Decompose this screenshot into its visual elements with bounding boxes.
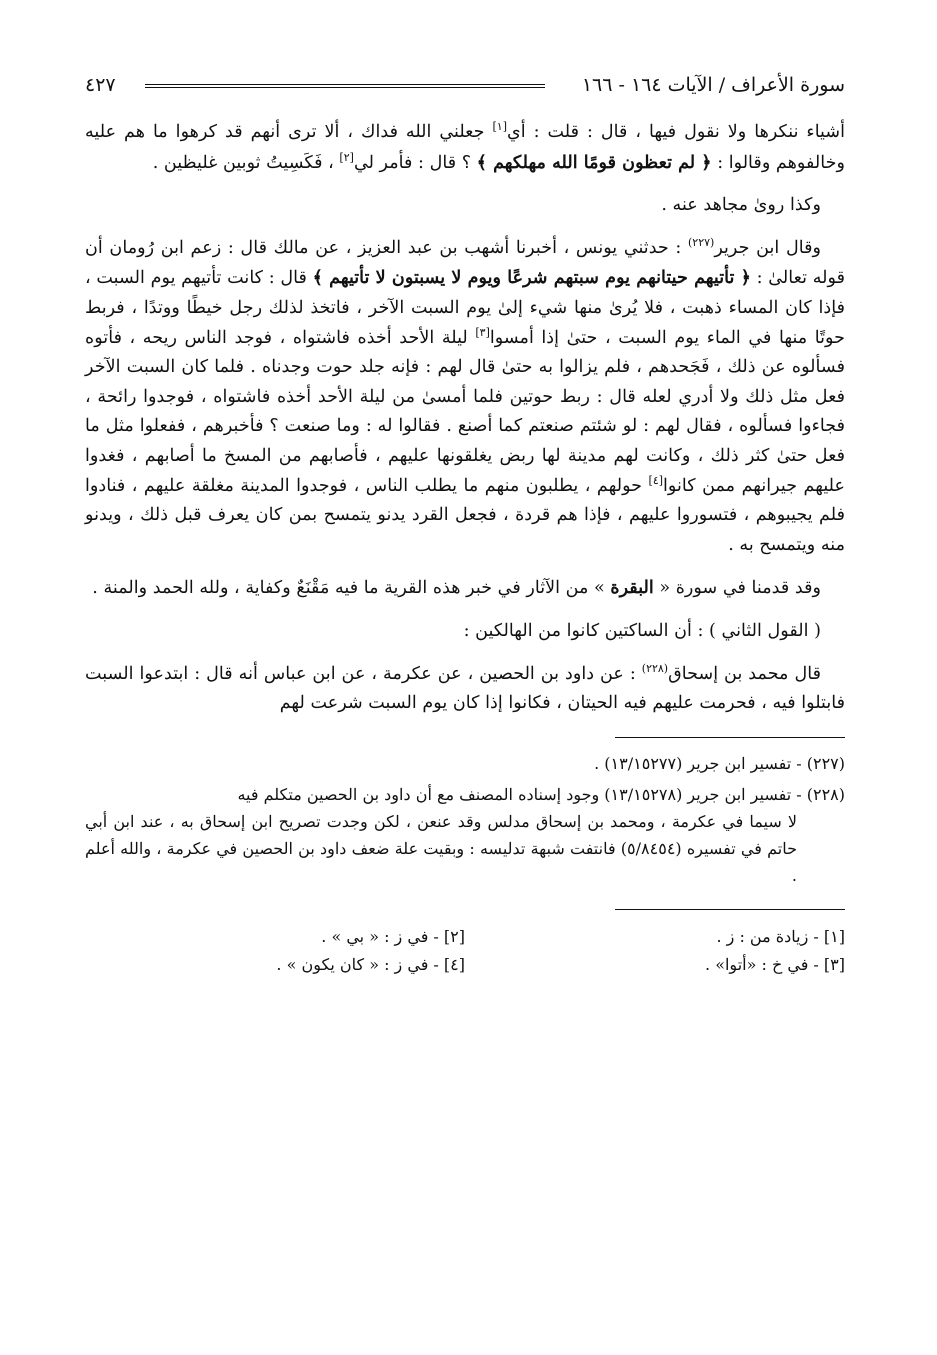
page-number: ٤٢٧ <box>85 74 116 96</box>
text-segment: » من الآثار في خبر هذه القرية ما فيه مَقْنَعٌ وكفاية ، ولله الحمد والمنة . <box>92 578 611 599</box>
note-ref-3: [٣] <box>475 325 490 339</box>
paragraph-2: وكذا روىٰ مجاهد عنه . <box>661 195 821 216</box>
text-segment: جعلني الله فداك ، ألا ترى أنهم قد كرهوا ما هم عليه وخالفوهم وقالوا : <box>85 122 845 173</box>
note-ref-2: [٢] <box>339 150 354 164</box>
text-segment: حولهم ، يطلبون منهم ما يطلب الناس ، فوجدوا المدينة مغلقة عليهم ، فنادوا فلم يجيبوهم ، فتسوروا عليهم ، فإذا هم قردة ، فجعل القرد يدنو يتمسح بمن كان يعرف قبل ذلك ، ويدنو منه ويتمسح به . <box>85 475 845 555</box>
header-rule <box>145 84 545 88</box>
footnote-separator <box>615 737 845 738</box>
text-segment: ؟ قال : فأمر لي <box>353 152 477 173</box>
paragraph-5: ( القول الثاني ) : أن الساكتين كانوا من الهالكين : <box>463 620 821 641</box>
main-text <box>85 118 845 719</box>
running-header <box>85 70 845 104</box>
text-segment: ليلة الأحد أخذه فاشتواه ، فوجد الناس ريحه ، فأتوه فسألوه عن ذلك ، فَجَحدهم ، فلم يزالوا به حتىٰ قال لهم : فإنه جلد حوت وجدناه . فلما كان السبت الآخر فعل مثل ذلك ولا أدري لعله قال : ربط حوتين فلما أمسىٰ من ليلة الأحد أخذه فاشتواه ، فوجدوا رائحة ، فجاءوا فسألوه ، فقال لهم : لو شئتم صنعتم كما أصنع . فقالوا له : وما صنعت ؟ فأخبرهم ، ففعلوا مثل ما فعل حتىٰ كثر ذلك ، وكانت لهم مدينة لها ربض يغلقونها عليهم ، فأصابهم من المسخ ما أصابهم ، فغدوا عليهم جيرانهم ممن كانوا <box>85 327 845 496</box>
footnote-ref-227: (٢٢٧) <box>688 235 715 249</box>
quran-quote: ﴿ تأتيهم حيتانهم يوم سبتهم شرعًا ويوم لا يسبتون لا تأتيهم ﴾ <box>312 267 751 289</box>
footnote-227: (٢٢٧) - تفسير ابن جرير (١٣/١٥٢٧٧) . <box>594 753 845 773</box>
paragraph-3 <box>85 234 845 561</box>
text-segment: وقد قدمنا في سورة « <box>653 578 821 599</box>
footnote-228-continuation: لا سيما في عكرمة ، ومحمد بن إسحاق مدلس وقد عنعن ، لكن وجدت تصريح ابن إسحاق به ، عند ابن أبي حاتم في تفسيره (٥/٨٤٥٤) فانتفت شبهة تدليسه : وبقيت علة ضعف داود بن الحصين في عكرمة ، والله أعلم . <box>85 811 798 885</box>
paragraph-6 <box>85 660 845 719</box>
text-segment: : حدثني يونس ، أخبرنا أشهب بن عبد العزيز ، عن مالك قال : زعم ابن رُومان أن قوله تعالىٰ : <box>85 237 845 289</box>
paragraph-1 <box>85 118 845 178</box>
footnotes <box>85 750 845 889</box>
note-4: [٤] - في ز : « كان يكون » . <box>276 954 465 974</box>
note-ref-1: [١] <box>492 120 508 134</box>
footnote-228: (٢٢٨) - تفسير ابن جرير (١٣/١٥٢٧٨) وجود إسناده المصنف مع أن داود بن الحصين متكلم فيه <box>237 784 845 804</box>
footnote-ref-228: (٢٢٨) <box>641 661 669 675</box>
text-segment: قال : كانت تأتيهم يوم السبت ، فإذا كان المساء ذهبت ، فلا يُرىٰ منها شيء إلىٰ يوم السبت الآخر ، فاتخذ لذلك رجل خيطًا ووتدًا ، فربط حوتًا منها في الماء يوم السبت ، حتىٰ إذا أمسوا <box>85 268 846 348</box>
note-2: [٢] - في ز : « بي » . <box>321 926 465 946</box>
text-segment: : عن داود بن الحصين ، عن عكرمة ، عن ابن عباس أنه قال : ابتدعوا السبت فابتلوا فيه ، فحرمت عليهم فيه الحيتان ، فكانوا إذا كان يوم السبت شرعت لهم <box>85 663 845 714</box>
note-1: [١] - زيادة من : ز . <box>716 926 845 946</box>
notes-separator <box>615 909 845 910</box>
surah-title: سورة الأعراف / الآيات ١٦٤ - ١٦٦ <box>581 74 845 96</box>
paragraph-4 <box>85 573 845 604</box>
surah-name: البقرة <box>610 577 654 599</box>
text-segment: ، فَكَسِيتُ ثوبين غليظين . <box>152 152 340 173</box>
apparatus-notes <box>85 924 845 978</box>
text-segment: أشياء ننكرها ولا نقول فيها ، قال : قلت : أي <box>507 122 845 142</box>
quran-quote: ﴿ لم تعظون قومًا الله مهلكهم ﴾ <box>476 151 712 173</box>
note-3: [٣] - في خ : «أتوا» . <box>705 954 845 974</box>
text-segment: قال محمد بن إسحاق <box>668 663 821 684</box>
text-segment: وقال ابن جرير <box>714 237 821 258</box>
page <box>85 70 845 978</box>
note-ref-4: [٤] <box>648 473 664 487</box>
